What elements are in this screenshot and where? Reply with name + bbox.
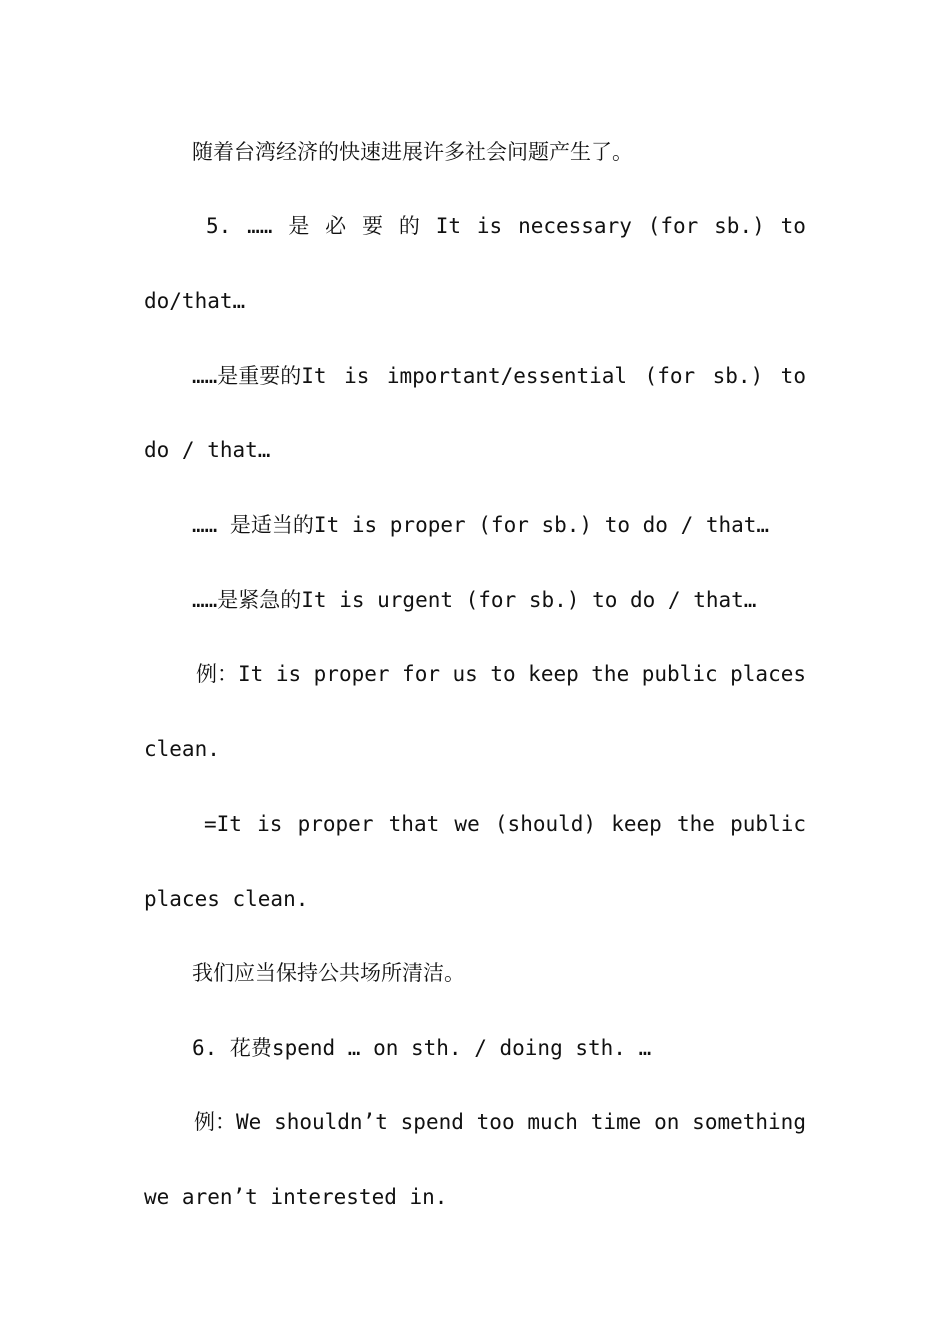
text-line: 我们应当保持公共场所清洁。 <box>192 961 465 985</box>
word: spend <box>400 1110 464 1134</box>
word: 要 <box>362 214 384 238</box>
word: public <box>730 812 806 836</box>
word: that <box>388 812 440 836</box>
word: to <box>490 662 516 686</box>
text-line-justified <box>196 660 806 688</box>
word: (should) <box>494 812 597 836</box>
text-line: clean. <box>144 737 220 761</box>
text-line: ……是紧急的It is urgent (for sb.) to do / that… <box>192 588 757 612</box>
word: too <box>476 1110 515 1134</box>
word: 必 <box>325 214 347 238</box>
word: …… <box>247 214 273 238</box>
word: shouldn’t <box>274 1110 388 1134</box>
word: 5. <box>206 214 232 238</box>
word: proper <box>313 662 390 686</box>
word: is <box>257 812 283 836</box>
word: sb.) <box>714 214 765 238</box>
text-line: …… 是适当的It is proper (for sb.) to do / that… <box>192 513 770 537</box>
word: It <box>435 214 462 238</box>
word: to <box>780 364 806 388</box>
word: much <box>527 1110 578 1134</box>
text-line-justified <box>206 212 806 240</box>
word: us <box>452 662 478 686</box>
text-line: we aren’t interested in. <box>144 1185 448 1209</box>
word: (for <box>644 364 696 388</box>
word: places <box>730 662 806 686</box>
word: keep <box>611 812 662 836</box>
word: 例：We <box>194 1110 262 1134</box>
word: for <box>402 662 440 686</box>
word: time <box>590 1110 642 1134</box>
word: public <box>641 662 718 686</box>
word: proper <box>297 812 374 836</box>
text-line: 随着台湾经济的快速进展许多社会问题产生了。 <box>192 140 633 164</box>
word: is <box>344 364 370 388</box>
word: sb.) <box>712 364 764 388</box>
text-line: places clean. <box>144 887 309 911</box>
word: something <box>692 1110 806 1134</box>
word: the <box>677 812 715 836</box>
text-line: do / that… <box>144 438 271 462</box>
word: to <box>780 214 806 238</box>
word: on <box>654 1110 680 1134</box>
text-line: do/that… <box>144 289 246 313</box>
word: the <box>591 662 630 686</box>
text-line-justified <box>194 1108 806 1136</box>
word: we <box>454 812 480 836</box>
word: important/essential <box>386 364 628 388</box>
word: (for <box>647 214 699 238</box>
word: is <box>476 214 503 238</box>
word: 例：It <box>196 662 264 686</box>
word: necessary <box>518 214 632 238</box>
text-line-justified <box>204 810 806 838</box>
text-line-justified <box>192 362 806 390</box>
word: =It <box>204 812 242 836</box>
word: 是 <box>288 214 310 238</box>
text-line: 6. 花费spend … on sth. / doing sth. … <box>192 1036 652 1060</box>
word: is <box>275 662 302 686</box>
word: ……是重要的It <box>192 364 327 388</box>
word: keep <box>528 662 579 686</box>
word: 的 <box>398 214 420 238</box>
